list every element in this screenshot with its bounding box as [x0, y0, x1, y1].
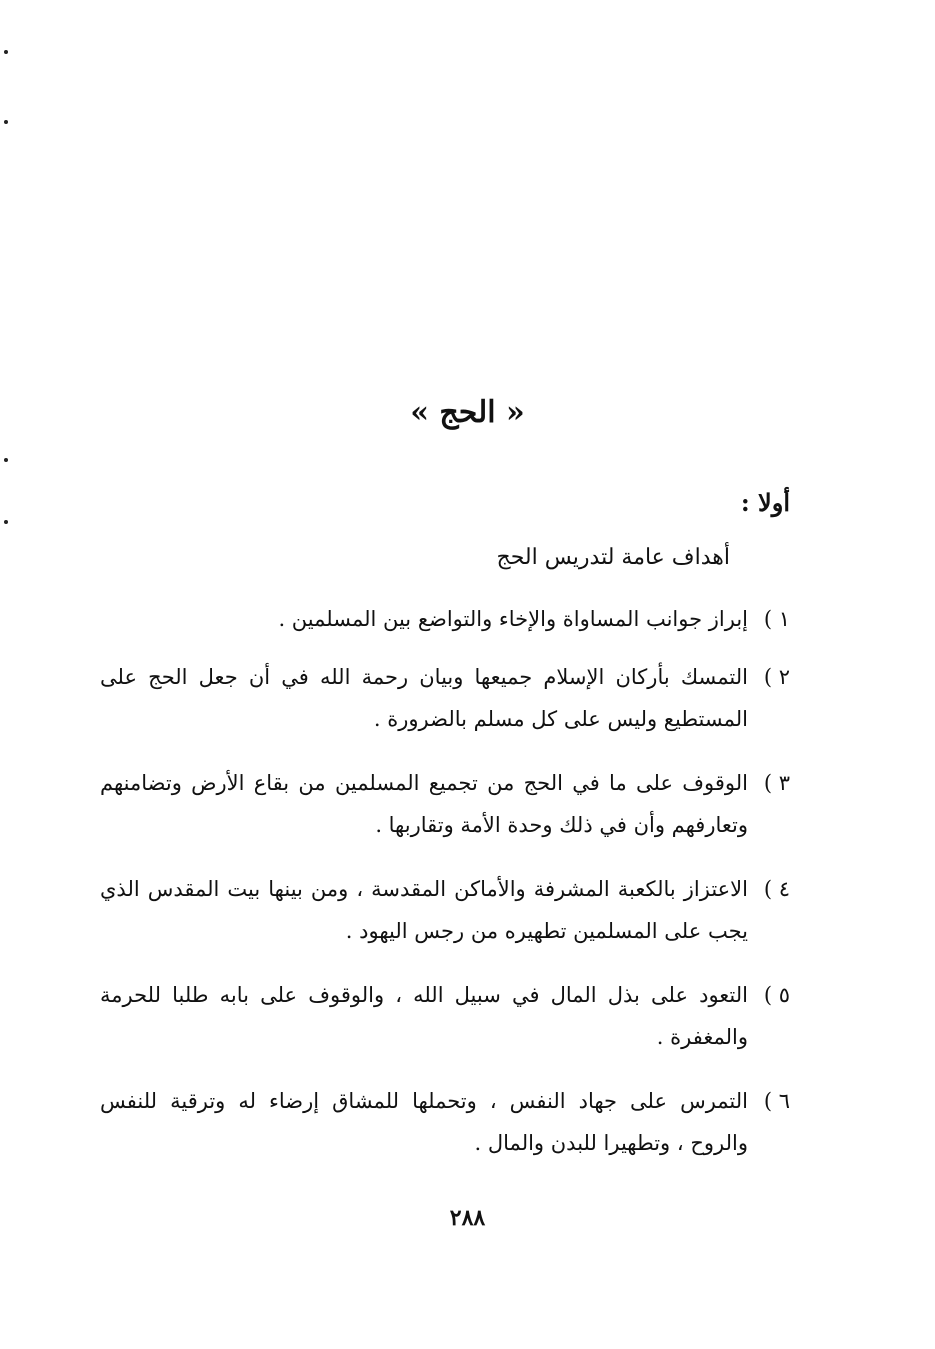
objective-item — [100, 762, 790, 868]
page-title: « الحج » — [410, 395, 525, 430]
objective-text: التمرس على جهاد النفس ، وتحملها للمشاق إرضاء له وترقية للنفس والروح ، وتطهيرا للبدن والمال . — [100, 1089, 748, 1155]
objective-text: إبراز جوانب المساواة والإخاء والتواضع بين المسلمين . — [278, 607, 748, 631]
objective-item — [100, 868, 790, 974]
objective-item — [100, 598, 790, 656]
objective-number: ١ ) — [763, 607, 790, 631]
objective-number: ٥ ) — [763, 983, 790, 1007]
objective-number: ٤ ) — [763, 877, 790, 901]
objective-text: الاعتزاز بالكعبة المشرفة والأماكن المقدسة ، ومن بينها بيت المقدس الذي يجب على المسلمين تطهيره من رجس اليهود . — [100, 877, 748, 943]
objective-number: ٣ ) — [763, 771, 790, 795]
objective-text: التعود على بذل المال في سبيل الله ، والوقوف على بابه طلبا للحرمة والمغفرة . — [100, 983, 748, 1049]
objectives-list — [100, 598, 790, 1186]
objective-text: التمسك بأركان الإسلام جميعها وبيان رحمة الله في أن جعل الحج على المستطيع وليس على كل مسلم بالضرورة . — [100, 665, 748, 731]
subheading: أهداف عامة لتدريس الحج — [496, 545, 730, 570]
scan-edge-mark — [4, 458, 8, 462]
objective-item — [100, 656, 790, 762]
objective-number: ٢ ) — [763, 665, 790, 689]
scan-edge-mark — [4, 520, 8, 524]
page-number: ٢٨٨ — [449, 1205, 486, 1231]
objective-text: الوقوف على ما في الحج من تجميع المسلمين من بقاع الأرض وتضامنهم وتعارفهم وأن في ذلك وحدة الأمة وتقاربها . — [100, 771, 748, 837]
section-label: أولا : — [740, 488, 790, 517]
scan-edge-mark — [4, 120, 8, 124]
objective-item — [100, 974, 790, 1080]
objective-item — [100, 1080, 790, 1186]
scan-edge-mark — [4, 50, 8, 54]
objective-number: ٦ ) — [763, 1089, 790, 1113]
